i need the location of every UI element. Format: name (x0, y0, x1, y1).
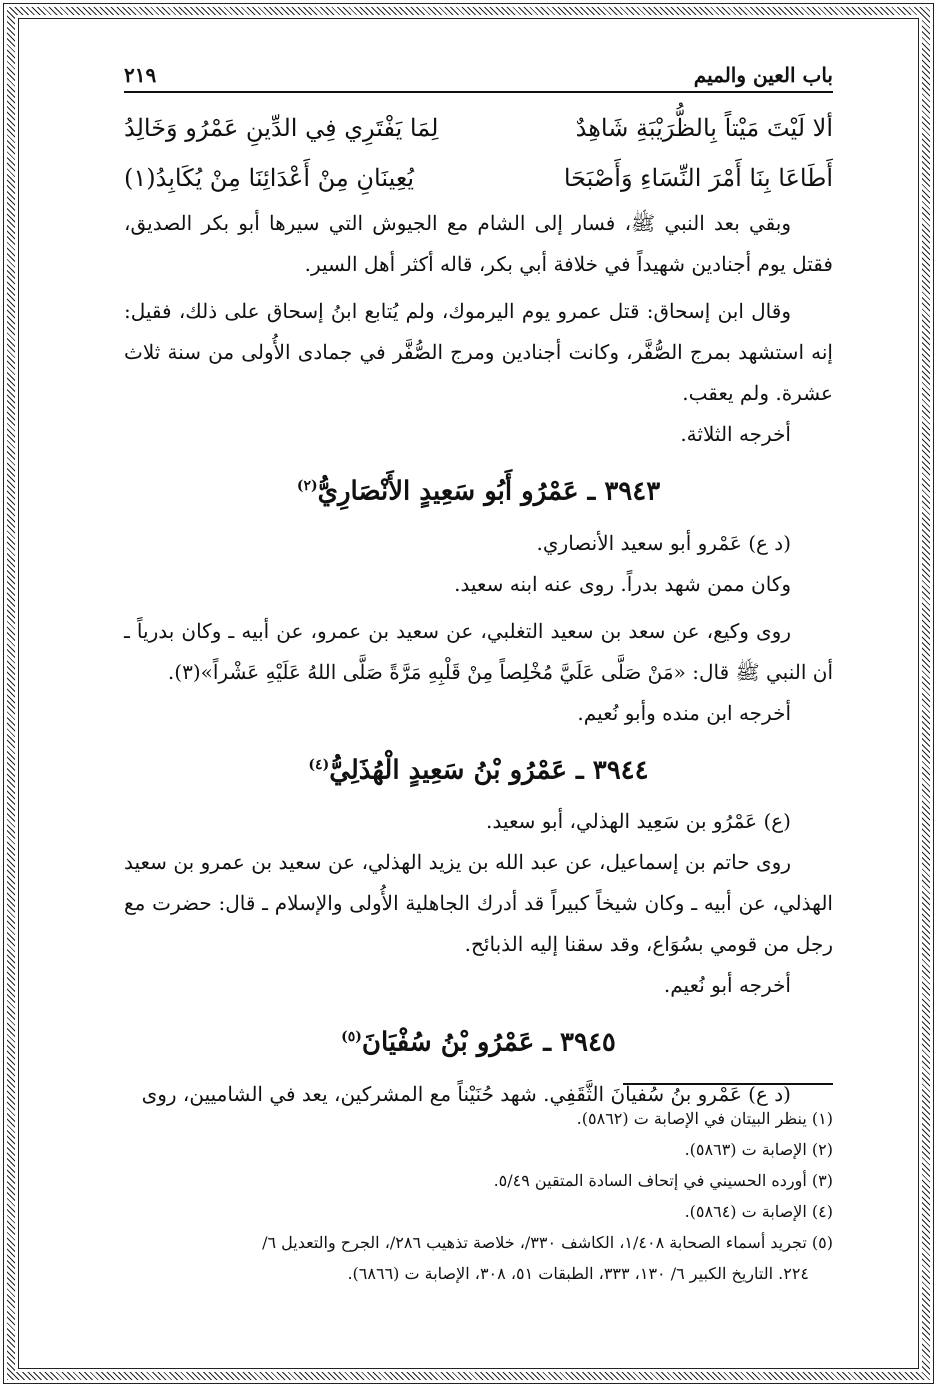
verse-hemistich-left: لِمَا يَفْتَرِي فِي الدِّينِ عَمْرُو وَخَالِدُ (124, 114, 439, 142)
chapter-title: باب العين والميم (693, 63, 833, 87)
paragraph: روى حاتم بن إسماعيل، عن عبد الله بن يزيد الهذلي، عن سعيد بن عمرو بن سعيد الهذلي، عن أبيه ـ وكان شيخاً كبيراً قد أدرك الجاهلية الأُولى والإسلام ـ قال: حضرت مع رجل من قومي بسُوَاع، وقد سقنا إليه الذبائح. (124, 850, 833, 957)
entry-heading-3945 (124, 1008, 833, 1072)
paragraph: (د ع) عَمْرو بنُ سُفيانَ الثَّقَفِي. شهد حُنَيْناً مع المشركين، يعد في الشاميين، روى (141, 1081, 791, 1106)
verse-line (124, 103, 833, 153)
paragraph: أخرجه ابن منده وأبو نُعيم. (577, 700, 791, 725)
paragraph: وبقي بعد النبي ﷺ، فسار إلى الشام مع الجيوش التي سيرها أبو بكر الصديق، فقتل يوم أجنادين شهيداً في خلافة أبي بكر، قاله أكثر أهل السير. (124, 211, 833, 276)
footnote-continuation: ٢٢٤. التاريخ الكبير ٦/ ١٣٠، ٣٣٣، الطبقات ٥١، ٣٠٨، الإصابة ت (٦٨٦٦). (347, 1264, 809, 1283)
paragraph: وقال ابن إسحاق: قتل عمرو يوم اليرموك، ولم يُتابع ابنُ إسحاق على ذلك، فقيل: إنه استشهد بمرج الصُّفَّر، وكانت أجنادين ومرج الصُّفَّر في جمادى الأُولى من سنة ثلاث عشرة. ولم يعقب. (124, 299, 833, 405)
footnote: (٢) الإصابة ت (٥٨٦٣). (684, 1140, 833, 1159)
paragraph: وكان ممن شهد بدراً. روى عنه ابنه سعيد. (454, 571, 791, 596)
entry-heading-text: ٣٩٤٥ ـ عَمْرُو بْنُ سُفْيَانَ (361, 1027, 616, 1058)
footnote: (٥) تجريد أسماء الصحابة ١/٤٠٨، الكاشف ٣٣٠/، خلاصة تذهيب ٢٨٦/، الجرح والتعديل ٦/ (262, 1233, 833, 1252)
footnote-rule (623, 1083, 833, 1085)
paragraph: (د ع) عَمْرو أبو سعيد الأنصاري. (536, 530, 791, 555)
footnote: (٣) أورده الحسيني في إتحاف السادة المتقين ٥/٤٩. (493, 1171, 833, 1190)
entry-heading-text: ٣٩٤٤ ـ عَمْرُو بْنُ سَعِيدٍ الْهُذَلِيُّ (329, 755, 649, 786)
verse-hemistich-right: ألا لَيْتَ مَيْتاً بِالظُّرَيْبَةِ شَاهِدٌ (575, 114, 833, 142)
entry-heading-3943 (124, 457, 833, 521)
poem (124, 103, 833, 203)
verse-hemistich-right: أَطَاعَا بِنَا أَمْرَ النِّسَاءِ وَأَصْبَحَا (563, 164, 833, 192)
paragraph: (ع) عَمْرُو بن سَعِيد الهذلي، أبو سعيد. (486, 809, 791, 834)
page-number: ٢١٩ (124, 63, 157, 87)
entry-heading-3944 (124, 736, 833, 800)
paragraph: أخرجه أبو نُعيم. (663, 973, 791, 998)
page-content (124, 55, 833, 1301)
verse-line (124, 153, 833, 203)
verse-hemistich-left: يُعِينَانِ مِنْ أَعْدَائِنَا مِنْ يُكَابِدُ(١) (124, 164, 415, 192)
footnote: (٤) الإصابة ت (٥٨٦٤). (684, 1202, 833, 1221)
footnotes (124, 1083, 833, 1289)
footnote-marker: (٥) (341, 1029, 362, 1046)
footnote-marker: (٢) (296, 478, 318, 494)
footnote: (١) ينظر البيتان في الإصابة ت (٥٨٦٢). (576, 1109, 833, 1128)
paragraph: أخرجه الثلاثة. (680, 422, 791, 446)
running-header (124, 55, 833, 93)
footnote-marker: (٤) (308, 756, 330, 773)
entry-heading-text: ٣٩٤٣ ـ عَمْرُو أَبُو سَعِيدٍ الأَنْصَارِيُّ (317, 476, 661, 507)
paragraph: روى وكيع، عن سعد بن سعيد التغلبي، عن سعيد بن عمرو، عن أبيه ـ وكان بدرياً ـ أن النبي ﷺ قال: «مَنْ صَلَّى عَلَيَّ مُخْلِصاً مِنْ قَلْبِهِ مَرَّةً صَلَّى اللهُ عَلَيْهِ عَشْراً»(٣). (124, 618, 833, 684)
